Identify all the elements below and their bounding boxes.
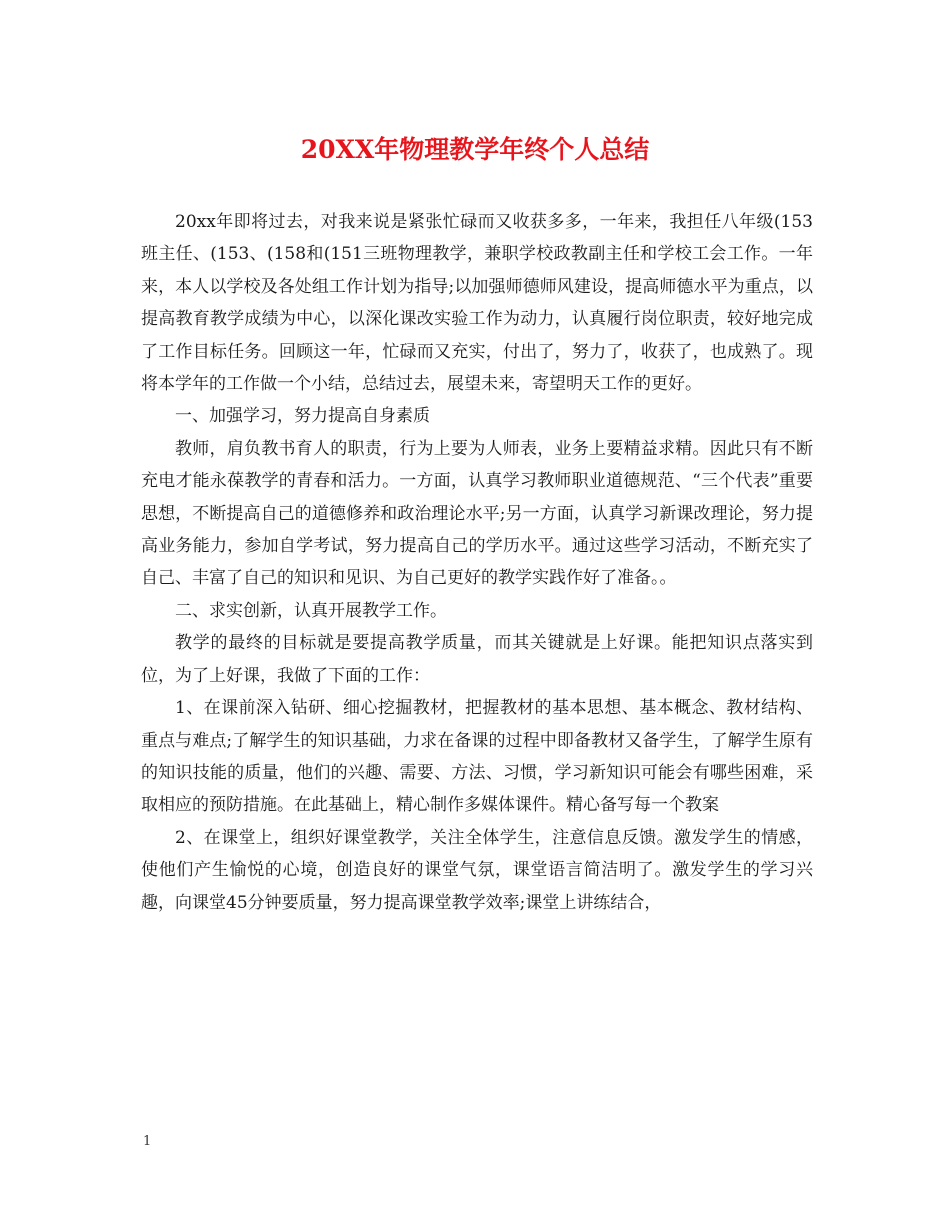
document-title: 20XX年物理教学年终个人总结 <box>300 135 650 164</box>
list-item-2: 2、在课堂上，组织好课堂教学，关注全体学生，注意信息反馈。激发学生的情感，使他们产生愉悦的心境，创造良好的课堂气氛，课堂语言简洁明了。激发学生的学习兴趣，向课堂45分钟要质量，努力提高课堂教学效率;课堂上讲练结合， <box>141 827 813 913</box>
list-item-1: 1、在课前深入钻研、细心挖掘教材，把握教材的基本思想、基本概念、教材结构、重点与难点;了解学生的知识基础，力求在备课的过程中即备教材又备学生，了解学生原有的知识技能的质量，他们的兴趣、需要、方法、习惯，学习新知识可能会有哪些困难，采取相应的预防措施。在此基础上，精心制作多媒体课件。精心备写每一个教案 <box>141 698 813 816</box>
section-2-paragraph: 教学的最终的目标就是要提高教学质量，而其关键就是上好课。能把知识点落实到位，为了上好课，我做了下面的工作： <box>141 633 813 686</box>
document-body <box>141 206 813 919</box>
section-1-paragraph: 教师，肩负教书育人的职责，行为上要为人师表，业务上要精益求精。因此只有不断充电才能永葆教学的青春和活力。一方面，认真学习教师职业道德规范、“三个代表”重要思想，不断提高自己的道德修养和政治理论水平;另一方面，认真学习新课改理论，努力提高业务能力，参加自学考试，努力提高自己的学历水平。通过这些学习活动，不断充实了自己、丰富了自己的知识和见识、为自己更好的教学实践作好了准备。。 <box>141 438 813 589</box>
page-number: 1 <box>143 1134 152 1149</box>
intro-paragraph: 20xx年即将过去，对我来说是紧张忙碌而又收获多多，一年来，我担任八年级(153班主任、(153、(158和(151三班物理教学，兼职学校政教副主任和学校工会工作。一年来，本人以学校及各处组工作计划为指导;以加强师德师风建设，提高师德水平为重点，以提高教育教学成绩为中心，以深化课改实验工作为动力，认真履行岗位职责，较好地完成了工作目标任务。回顾这一年，忙碌而又充实，付出了，努力了，收获了，也成熟了。现将本学年的工作做一个小结，总结过去，展望未来，寄望明天工作的更好。 <box>141 212 813 395</box>
section-heading-1: 一、加强学习，努力提高自身素质 <box>175 406 430 427</box>
section-heading-2: 二、求实创新，认真开展教学工作。 <box>175 600 447 621</box>
